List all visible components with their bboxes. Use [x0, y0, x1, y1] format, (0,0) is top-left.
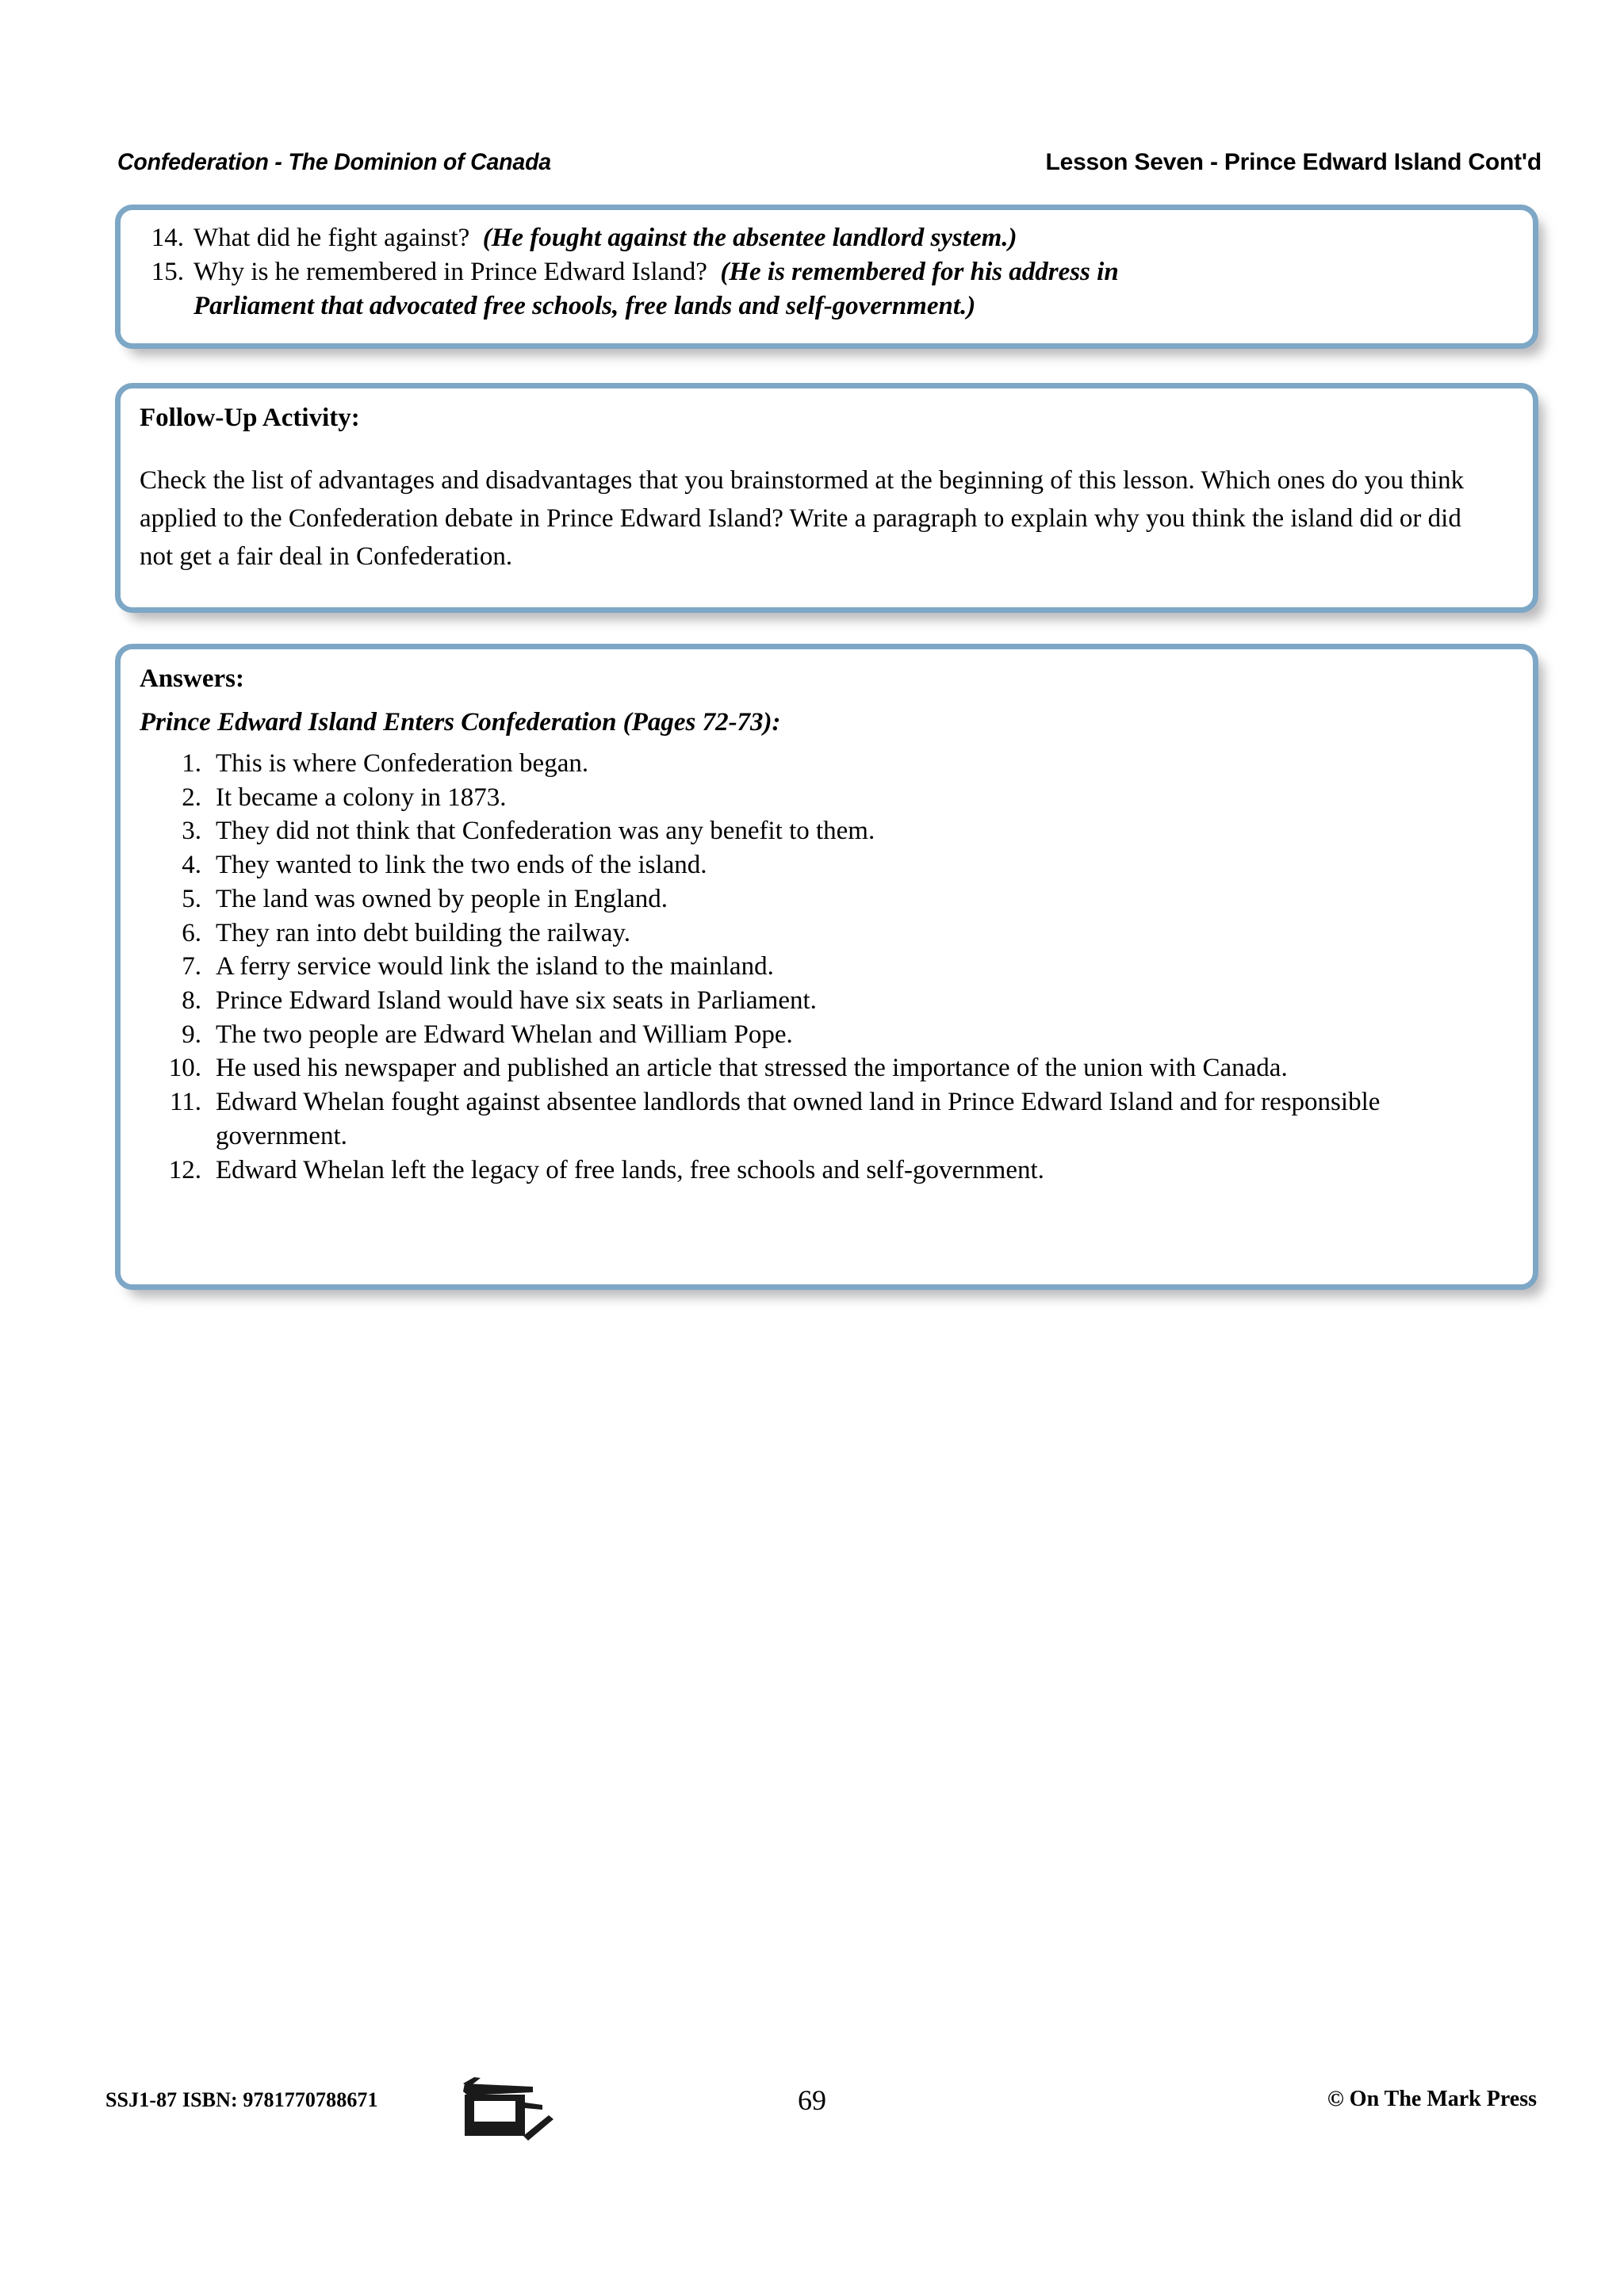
footer-copyright: © On The Mark Press [1327, 2087, 1537, 2111]
header-left-title: Confederation - The Dominion of Canada [117, 149, 551, 175]
answer-text: It became a colony in 1873. [216, 783, 507, 812]
answer-text: This is where Confederation began. [216, 748, 589, 778]
question-answer-continuation: Parliament that advocated free schools, free lands and self-government.) [193, 291, 976, 320]
answer-number: 10. [168, 1054, 201, 1083]
questions-list [138, 221, 1517, 323]
answer-item [140, 916, 1515, 951]
questions-panel [115, 205, 1538, 349]
header-right-title: Lesson Seven - Prince Edward Island Cont'd [1045, 149, 1542, 175]
question-text [193, 255, 1517, 289]
answers-list [140, 747, 1515, 1188]
answer-number: 7. [182, 952, 201, 982]
answer-number: 2. [182, 783, 201, 812]
answer-item [140, 950, 1515, 984]
answer-item [140, 1051, 1515, 1085]
page-footer [0, 2084, 1624, 2155]
answer-text: They did not think that Confederation was any benefit to them. [216, 817, 875, 846]
followup-activity-panel [115, 383, 1538, 613]
answer-item [140, 882, 1515, 916]
followup-paragraph: Check the list of advantages and disadvantages that you brainstormed at the beginning of this lesson. Which ones do you think applied to the Confederation debate in Prince Edward Island? Write a paragraph to explain why you think the island did or did not get a fair deal in Confederation. [140, 465, 1465, 571]
answers-panel [115, 644, 1538, 1290]
question-prompt: Why is he remembered in Prince Edward Island? [193, 257, 707, 286]
followup-title: Follow-Up Activity: [140, 404, 360, 432]
answers-subtitle: Prince Edward Island Enters Confederation (Pages 72-73): [140, 707, 781, 737]
answer-number: 12. [168, 1155, 201, 1184]
answer-number: 11. [169, 1088, 201, 1117]
answer-text: He used his newspaper and published an article that stressed the importance of the union with Canada. [216, 1054, 1288, 1083]
answer-text: Edward Whelan fought against absentee landlords that owned land in Prince Edward Island and for responsible government. [216, 1088, 1381, 1150]
running-header [117, 149, 1542, 184]
answer-item [140, 1085, 1515, 1153]
answer-text: The land was owned by people in England. [216, 884, 668, 913]
question-text [193, 221, 1517, 255]
followup-content [140, 403, 1515, 576]
answer-item [140, 781, 1515, 815]
answer-number: 8. [182, 985, 201, 1015]
question-prompt: What did he fight against? [193, 224, 470, 252]
answer-text: A ferry service would link the island to the mainland. [216, 952, 774, 982]
answers-title: Answers: [140, 664, 244, 693]
answer-text: They ran into debt building the railway. [216, 918, 630, 947]
answer-number: 9. [182, 1020, 201, 1049]
question-number: 14. [151, 224, 184, 252]
answer-item [140, 1154, 1515, 1188]
answer-number: 4. [182, 851, 201, 880]
answer-item [140, 814, 1515, 848]
question-item [138, 221, 1517, 255]
answers-content [140, 664, 1515, 1187]
answer-text: Prince Edward Island would have six seats in Parliament. [216, 985, 817, 1015]
answer-text: The two people are Edward Whelan and William Pope. [216, 1020, 793, 1049]
answer-number: 6. [182, 918, 201, 947]
answer-item [140, 848, 1515, 882]
answer-item [140, 984, 1515, 1018]
answer-text: They wanted to link the two ends of the island. [216, 851, 707, 880]
answer-number: 1. [182, 748, 201, 778]
answer-text: Edward Whelan left the legacy of free lands, free schools and self-government. [216, 1155, 1044, 1184]
answer-number: 3. [182, 817, 201, 846]
answer-item [140, 1018, 1515, 1052]
answer-number: 5. [182, 884, 201, 913]
answer-item [140, 747, 1515, 781]
question-item [138, 255, 1517, 289]
footer-isbn: SSJ1-87 ISBN: 9781770788671 [105, 2088, 378, 2111]
question-number: 15. [151, 257, 184, 286]
page-number: 69 [798, 2084, 826, 2116]
question-answer: (He fought against the absentee landlord system.) [482, 224, 1017, 252]
question-answer: (He is remembered for his address in [720, 257, 1119, 286]
